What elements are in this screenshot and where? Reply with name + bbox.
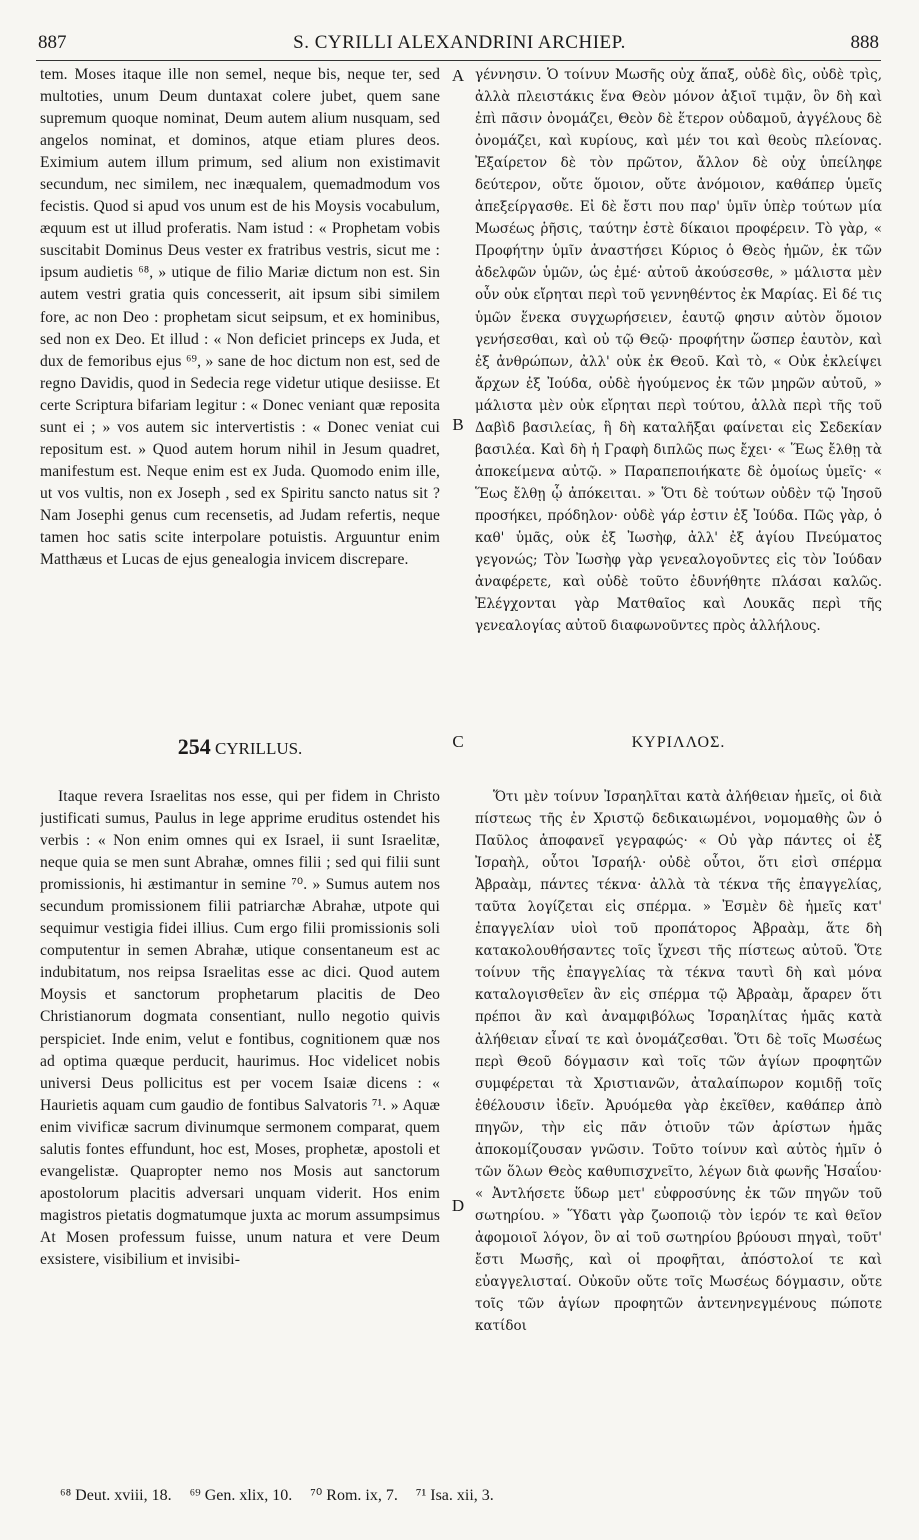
page-number-right: 888 (850, 32, 879, 53)
section-label-latin: CYRILLUS. (214, 739, 303, 758)
running-header (0, 32, 919, 58)
margin-letter-a: A (451, 66, 465, 85)
margin-letter-b: B (452, 415, 464, 434)
header-rule (36, 60, 881, 61)
footnote: ⁶⁹ Gen. xlix, 10. (189, 1487, 293, 1504)
greek-column-top (475, 64, 882, 726)
greek-paragraph-top: γέννησιν. Ὁ τοίνυν Μωσῆς οὐχ ἅπαξ, οὐδὲ δὶς, οὐδὲ τρὶς, ἀλλὰ πλειστάκις ἕνα Θεὸν μόνον ἀξιοῖ τιμᾷν, ὃν δὴ καὶ ἐπὶ πᾶσιν ὀνομάζει, Θεὸν δὲ ἕτερον οὐδαμοῦ, ἀγγέλους δὲ ὀνομάζει, καὶ κυρίους, καὶ μέν τοι καὶ θεοὺς πλείονας. Ἐξαίρετον δὲ τὸν πρῶτον, ἄλλον δὲ οὐχ ὑπείληφε δεύτερον, οὔτε ὅμοιον, οὔτε ἀνόμοιον, καθάπερ ὑμεῖς ἀπεξείργασθε. Εἰ δὲ ἔστι που παρ' ὑμῖν ὑπὲρ τούτων μία Μωσέως ῥῆσις, ταύτην ἐστὲ δίκαιοι προφέρειν. Τὸ γὰρ, « Προφήτην ὑμῖν ἀναστήσει Κύριος ὁ Θεὸς ἡμῶν, ἐκ τῶν ἀδελφῶν ὑμῶν, ὡς ἐμέ· αὐτοῦ ἀκούσεσθε, » μάλιστα μὲν οὖν οὐκ εἴρηται περὶ τοῦ γεννηθέντος ἐκ Μαρίας. Εἰ δέ τις ὑμῶν ἕνεκα συγχωρήσειεν, ἑαυτῷ φησιν αὐτὸν ὅμοιον γενήσεσθαι, καὶ οὐ τῷ Θεῷ· προφήτην ὥσπερ ἑαυτὸν, καὶ ἐξ ἀνθρώπων, ἀλλ' οὐκ ἐκ Θεοῦ. Καὶ τὸ, « Οὐκ ἐκλείψει ἄρχων ἐξ Ἰούδα, οὐδὲ ἡγούμενος ἐκ τῶν μηρῶν αὐτοῦ, » μάλιστα μὲν οὐκ εἴρηται περὶ τούτου, ἀλλὰ περὶ τῆς τοῦ Δαβὶδ βασιλείας, ἣ δὴ καταλῆξαι φαίνεται εἰς Σεδεκίαν βασιλέα. Καὶ δὴ ἡ Γραφὴ διπλῶς πως ἔχει· « Ἕως ἔλθῃ τὰ ἀποκείμενα αὐτῷ. » Παραπεποιήκατε δὲ ὁμοίως ὑμεῖς· « Ἕως ἔλθῃ ᾧ ἀπόκειται. » Ὅτι δὲ τούτων οὐδὲν τῷ Ἰησοῦ προσήκει, πρόδηλον· οὐδὲ γάρ ἐστιν ἐξ Ἰούδα. Πῶς γὰρ, ὁ καθ' ὑμᾶς, οὐκ ἐξ Ἰωσὴφ, ἀλλ' ἐξ ἁγίου Πνεύματος γεγονώς; Τὸν Ἰωσὴφ γὰρ γενεαλογοῦντες εἰς τὸν Ἰούδαν ἀναφέρετε, καὶ οὐδὲ τοῦτο ἐδυνήθητε πλάσαι καλῶς. Ἐλέγχονται γὰρ Ματθαῖος καὶ Λουκᾶς περὶ τῆς γενεαλογίας αὐτοῦ διαφωνοῦντες πρὸς ἀλλήλους. (475, 67, 882, 635)
latin-column-top (40, 64, 440, 749)
page-number-left: 887 (38, 32, 67, 53)
running-title: S. CYRILLI ALEXANDRINI ARCHIEP. (293, 32, 626, 53)
footnote: ⁶⁸ Deut. xviii, 18. (60, 1487, 172, 1504)
latin-paragraph-bottom: Itaque revera Israelitas nos esse, qui per fidem in Christo justificati sumus, Paulus in lege apprime eruditus ostendet his verbis : « Non enim omnes qui ex Israel, ii sunt Israelitæ, neque quia se men sunt Abrahæ, omnes filii ; sed qui filii sunt promissionis, hi æstimantur in semine ⁷⁰. » Sumus autem nos secundum promissionem filii patriarchæ Abrahæ, utpote qui sequimur vestigia fidei illius. Cum ergo filii promissionis soli computentur in semen Abrahæ, utique consentaneum est ac indubitatum, nos reipsa Israelitas esse ac dici. Quod autem Moysis et sanctorum prophetarum placitis de Deo Christianorum dogmata consentiant, nullo negotio quivis perspiciet. Inde enim, velut e fontibus, cognitionem quæ nos ad optima quæque perducit, haurimus. Hoc videlicet nobis universi Deus pollicitus est per vocem Isaiæ dicens : « Haurietis aquam cum gaudio de fontibus Salvatoris ⁷¹. » Aquæ enim vivificæ sacrum divinumque sermonem comparat, quem salutis fontes effundunt, hoc est, Moses, prophetæ, apostoli et evangelistæ. Quapropter nemo nos Mosis aut sanctorum apostolorum placitis adversari unquam viderit. Hos enim magistros pietatis dogmatumque juxta ac morum assumpsimus At Mosen professum fuisse, unum natura et vere Deum exsistere, visibilium et invisibi- (40, 788, 440, 1268)
section-number: 254 (177, 734, 211, 759)
section-heading-greek: ΚΥΡΙΛΛΟΣ. (631, 734, 726, 751)
footnotes (60, 1485, 860, 1505)
greek-column-bottom (475, 786, 882, 1478)
greek-paragraph-bottom: Ὅτι μὲν τοίνυν Ἰσραηλῖται κατὰ ἀλήθειαν ἡμεῖς, οἱ διὰ πίστεως τῆς ἐν Χριστῷ δεδικαιωμένοι, νομομαθὴς ὢν ὁ Παῦλος ἀποφανεῖ γεγραφώς· « Οὐ γὰρ πάντες οἱ ἐξ Ἰσραὴλ, οὗτοι Ἰσραήλ· οὐδὲ οὗτοι, ὅτι εἰσὶ σπέρμα Ἀβραὰμ, πάντες τέκνα· ἀλλὰ τὰ τέκνα τῆς ἐπαγγελίας, ταῦτα λογίζεται εἰς σπέρμα. » Ἐσμὲν δὲ ἡμεῖς κατ' ἐπαγγελίαν υἱοὶ τοῦ προπάτορος Ἀβραὰμ, ἅτε δὴ κατακολουθήσαντες τοῖς ἴχνεσι τῆς πίστεως αὐτοῦ. Ὅτε τοίνυν τῆς ἐπαγγελίας τὰ τέκνα ταυτὶ δὴ καὶ μόνα καταλογισθεῖεν ἂν εἰς σπέρμα τῷ Ἀβραὰμ, ἄραρεν ὅτι πρέποι ἂν καὶ ἀναμφιβόλως Ἰσραηλίτας ἡμᾶς κατὰ ἀλήθειαν εἶναί τε καὶ ὀνομάζεσθαι. Ὅτι δὲ τοῖς Μωσέως περὶ Θεοῦ δόγμασιν καὶ τοῖς τῶν ἁγίων προφητῶν συμφέρεται τὰ Χριστιανῶν, ἀταλαίπωρον κομιδῇ τοῖς ἐθέλουσιν ἰδεῖν. Ἀρυόμεθα γὰρ ἐκεῖθεν, καθάπερ ἀπὸ πηγῶν, τὴν εἰς πᾶν ὁτιοῦν τῶν ἀρίστων ἡμᾶς ἀποκομίζουσαν γνῶσιν. Τοῦτο τοίνυν καὶ αὐτὸς ἡμῖν ὁ τῶν ὅλων Θεὸς καθυπισχνεῖτο, λέγων διὰ φωνῆς Ἡσαΐου· « Ἀντλήσετε ὕδωρ μετ' εὐφροσύνης ἐκ τῶν πηγῶν τοῦ σωτηρίου. » Ὕδατι γὰρ ζωοποιῷ τὸν ἱερόν τε καὶ θεῖον ἀφομοιοῖ λόγον, ὃν αἱ τοῦ σωτηρίου βρύουσι πηγαὶ, τοῦτ' ἔστι Μωσῆς, καὶ οἱ προφῆται, ἀπόστολοί τε καὶ εὐαγγελισταί. Οὐκοῦν οὔτε τοῖς Μωσέως δόγμασιν, οὔτε τοῖς τῶν ἁγίων προφητῶν ἀντενηνεγμένους πώποτε κατίδοι (475, 789, 882, 1335)
section-heading-latin (40, 734, 440, 764)
latin-paragraph-top: tem. Moses itaque ille non semel, neque bis, neque ter, sed multoties, unum Deum duntaxat colere jubet, quem sane supremum quoque nominat, Deum autem alium nusquam, sed angelos nominat, et dominos, atque etiam plures deos. Eximium autem illum primum, sed alium non existimavit secundum, nec similem, nec inæqualem, quemadmodum vos fecistis. Quod si apud vos unum est de his Moysis vocabulum, æquum est ut illud proferatis. Nam istud : « Prophetam vobis suscitabit Dominus Deus vester ex fratribus vestris, sicut me : ipsum audietis ⁶⁸, » utique de filio Mariæ dictum non est. Sin autem vestri gratia quis concesserit, ait ipsum sibi similem fore, ac non Deo : prophetam sicut seipsum, et ex hominibus, sed non ex Deo. Et illud : « Non deficiet princeps ex Juda, et dux de femoribus ejus ⁶⁹, » sane de hoc dictum non est, sed de regno Davidis, quod in Sedecia rege videtur utique desiisse. Et certe Scriptura bifariam legitur : « Donec veniant quæ reposita sunt ei ; » vos autem sic intervertistis : « Donec veniat cui repositum est. » Quod autem horum nihil in Jesum quadret, manifestum est. Neque enim est ex Juda. Quomodo enim ille, ut vos vultis, non ex Joseph , sed ex Spiritu sancto natus sit ? Nam Josephi genus cum recensetis, ad Judam refertis, neque tamen hoc satis scite interpolare potuistis. Arguuntur enim Matthæus et Lucas de ejus genealogia invicem discrepare. (40, 66, 440, 569)
footnote: ⁷⁰ Rom. ix, 7. (310, 1487, 398, 1504)
footnote: ⁷¹ Isa. xii, 3. (415, 1487, 494, 1504)
latin-column-bottom (40, 786, 440, 1478)
margin-letter-c: C (452, 732, 464, 751)
margin-letter-d: D (451, 1196, 465, 1215)
